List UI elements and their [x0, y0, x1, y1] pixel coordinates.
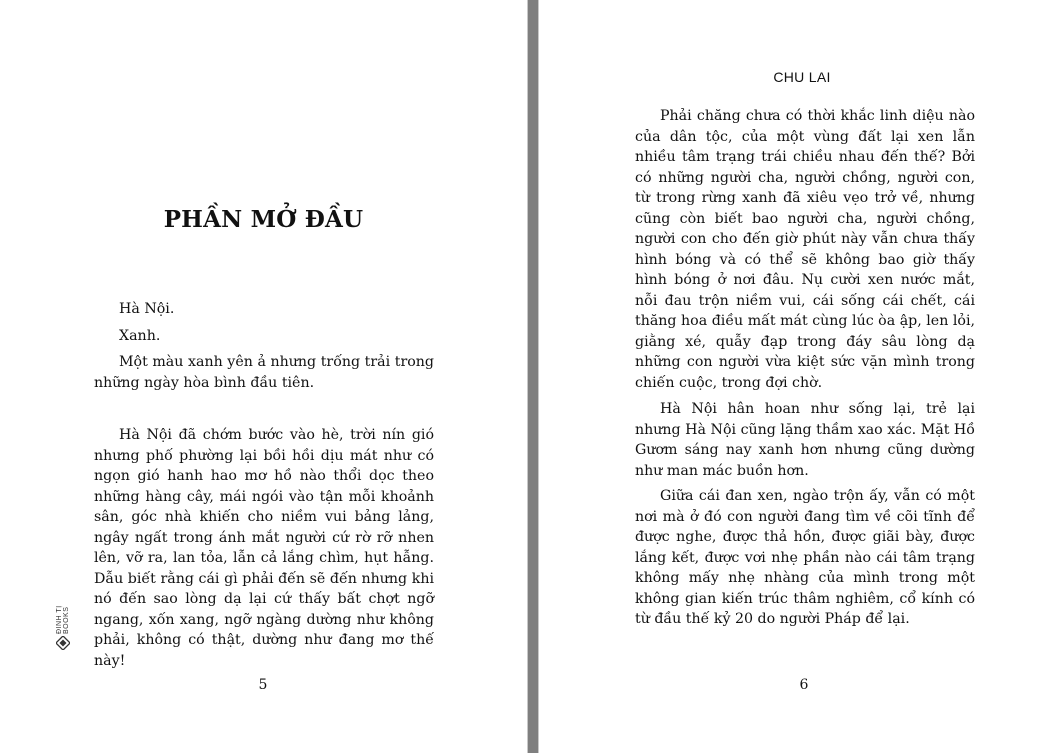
running-header: CHU LAI: [773, 69, 831, 85]
left-text-top: [94, 299, 434, 393]
paragraph: Hà Nội hân hoan như sống lại, trẻ lại nhưng Hà Nội cũng lặng thầm xao xác. Mặt Hồ Gươm sáng nay xanh hơn nhưng cũng dường như man mác buồn hơn.: [635, 401, 975, 479]
paragraph: Giữa cái đan xen, ngào trộn ấy, vẫn có một nơi mà ở đó con người đang tìm về cõi tĩnh để được nghe, được thả hồn, được giãi bày, được lắng kết, được vơi nhẹ phần nào cái tâm trạng không mấy nhẹ nhàng của mình trong một không gian kiến trúc thâm nghiêm, cổ kính có từ đầu thế kỷ 20 do người Pháp để lại.: [635, 488, 975, 627]
publisher-name: ĐINH TỊ BOOKS: [56, 605, 70, 634]
page-gutter: [528, 0, 538, 753]
right-text-top: [635, 106, 975, 481]
paragraph: Phải chăng chưa có thời khắc linh diệu nào của dân tộc, của một vùng đất lại xen lẫn nhiều tâm trạng trái chiều nhau đến thế? Bởi có những người cha, người chồng, người con, từ trong rừng xanh đã xiêu vẹo trở về, nhưng cũng còn biết bao người cha, người chồng, người con cho đến giờ phút này vẫn chưa thấy hình bóng và có thể sẽ không bao giờ thấy hình bóng ở nơi đâu. Nụ cười xen nước mắt, nỗi đau trộn niềm vui, cái sống cái chết, cái thăng hoa điều mất mát cùng lúc òa ập, len lỏi, giằng xé, quẫy đạp trong đáy sâu lòng dạ những con người vừa kiệt sức vặn mình trong chiến cuộc, trong đợi chờ.: [635, 108, 975, 391]
publisher-mark: [56, 582, 70, 652]
paragraph: Xanh.: [119, 327, 161, 344]
right-page: [538, 0, 1064, 753]
left-page: [0, 0, 528, 753]
publisher-logo-icon: [56, 636, 70, 650]
paragraph: Hà Nội đã chớm bước vào hè, trời nín gió nhưng phố phường lại bồi hồi dịu mát như có ngọn gió hanh hao mơ hồ nào thổi dọc theo những hàng cây, mái ngói vào tận mỗi khoảnh sân, góc nhà khiến cho niềm vui bảng lảng, ngây ngất trong ánh mắt người cứ rờ rỡ nhen lên, vỡ ra, lan tỏa, lẫn cả lắng chìm, hụt hẫng. Dẫu biết rằng cái gì phải đến sẽ đến nhưng khi nó đến sao lòng dạ lại cứ thấy bất chợt ngỡ ngang, xốn xang, ngỡ ngàng dường như không phải, không có thật, dường như đang mơ thế này!: [94, 427, 434, 669]
right-text-bottom: [635, 486, 975, 630]
paragraph: Một màu xanh yên ả nhưng trống trải trong những ngày hòa bình đầu tiên.: [94, 354, 434, 391]
page-number: 6: [799, 677, 809, 693]
left-text-bottom: [94, 425, 434, 671]
page-number: 5: [258, 677, 268, 693]
chapter-title: PHẦN MỞ ĐẦU: [163, 206, 364, 233]
paragraph: Hà Nội.: [119, 301, 175, 317]
